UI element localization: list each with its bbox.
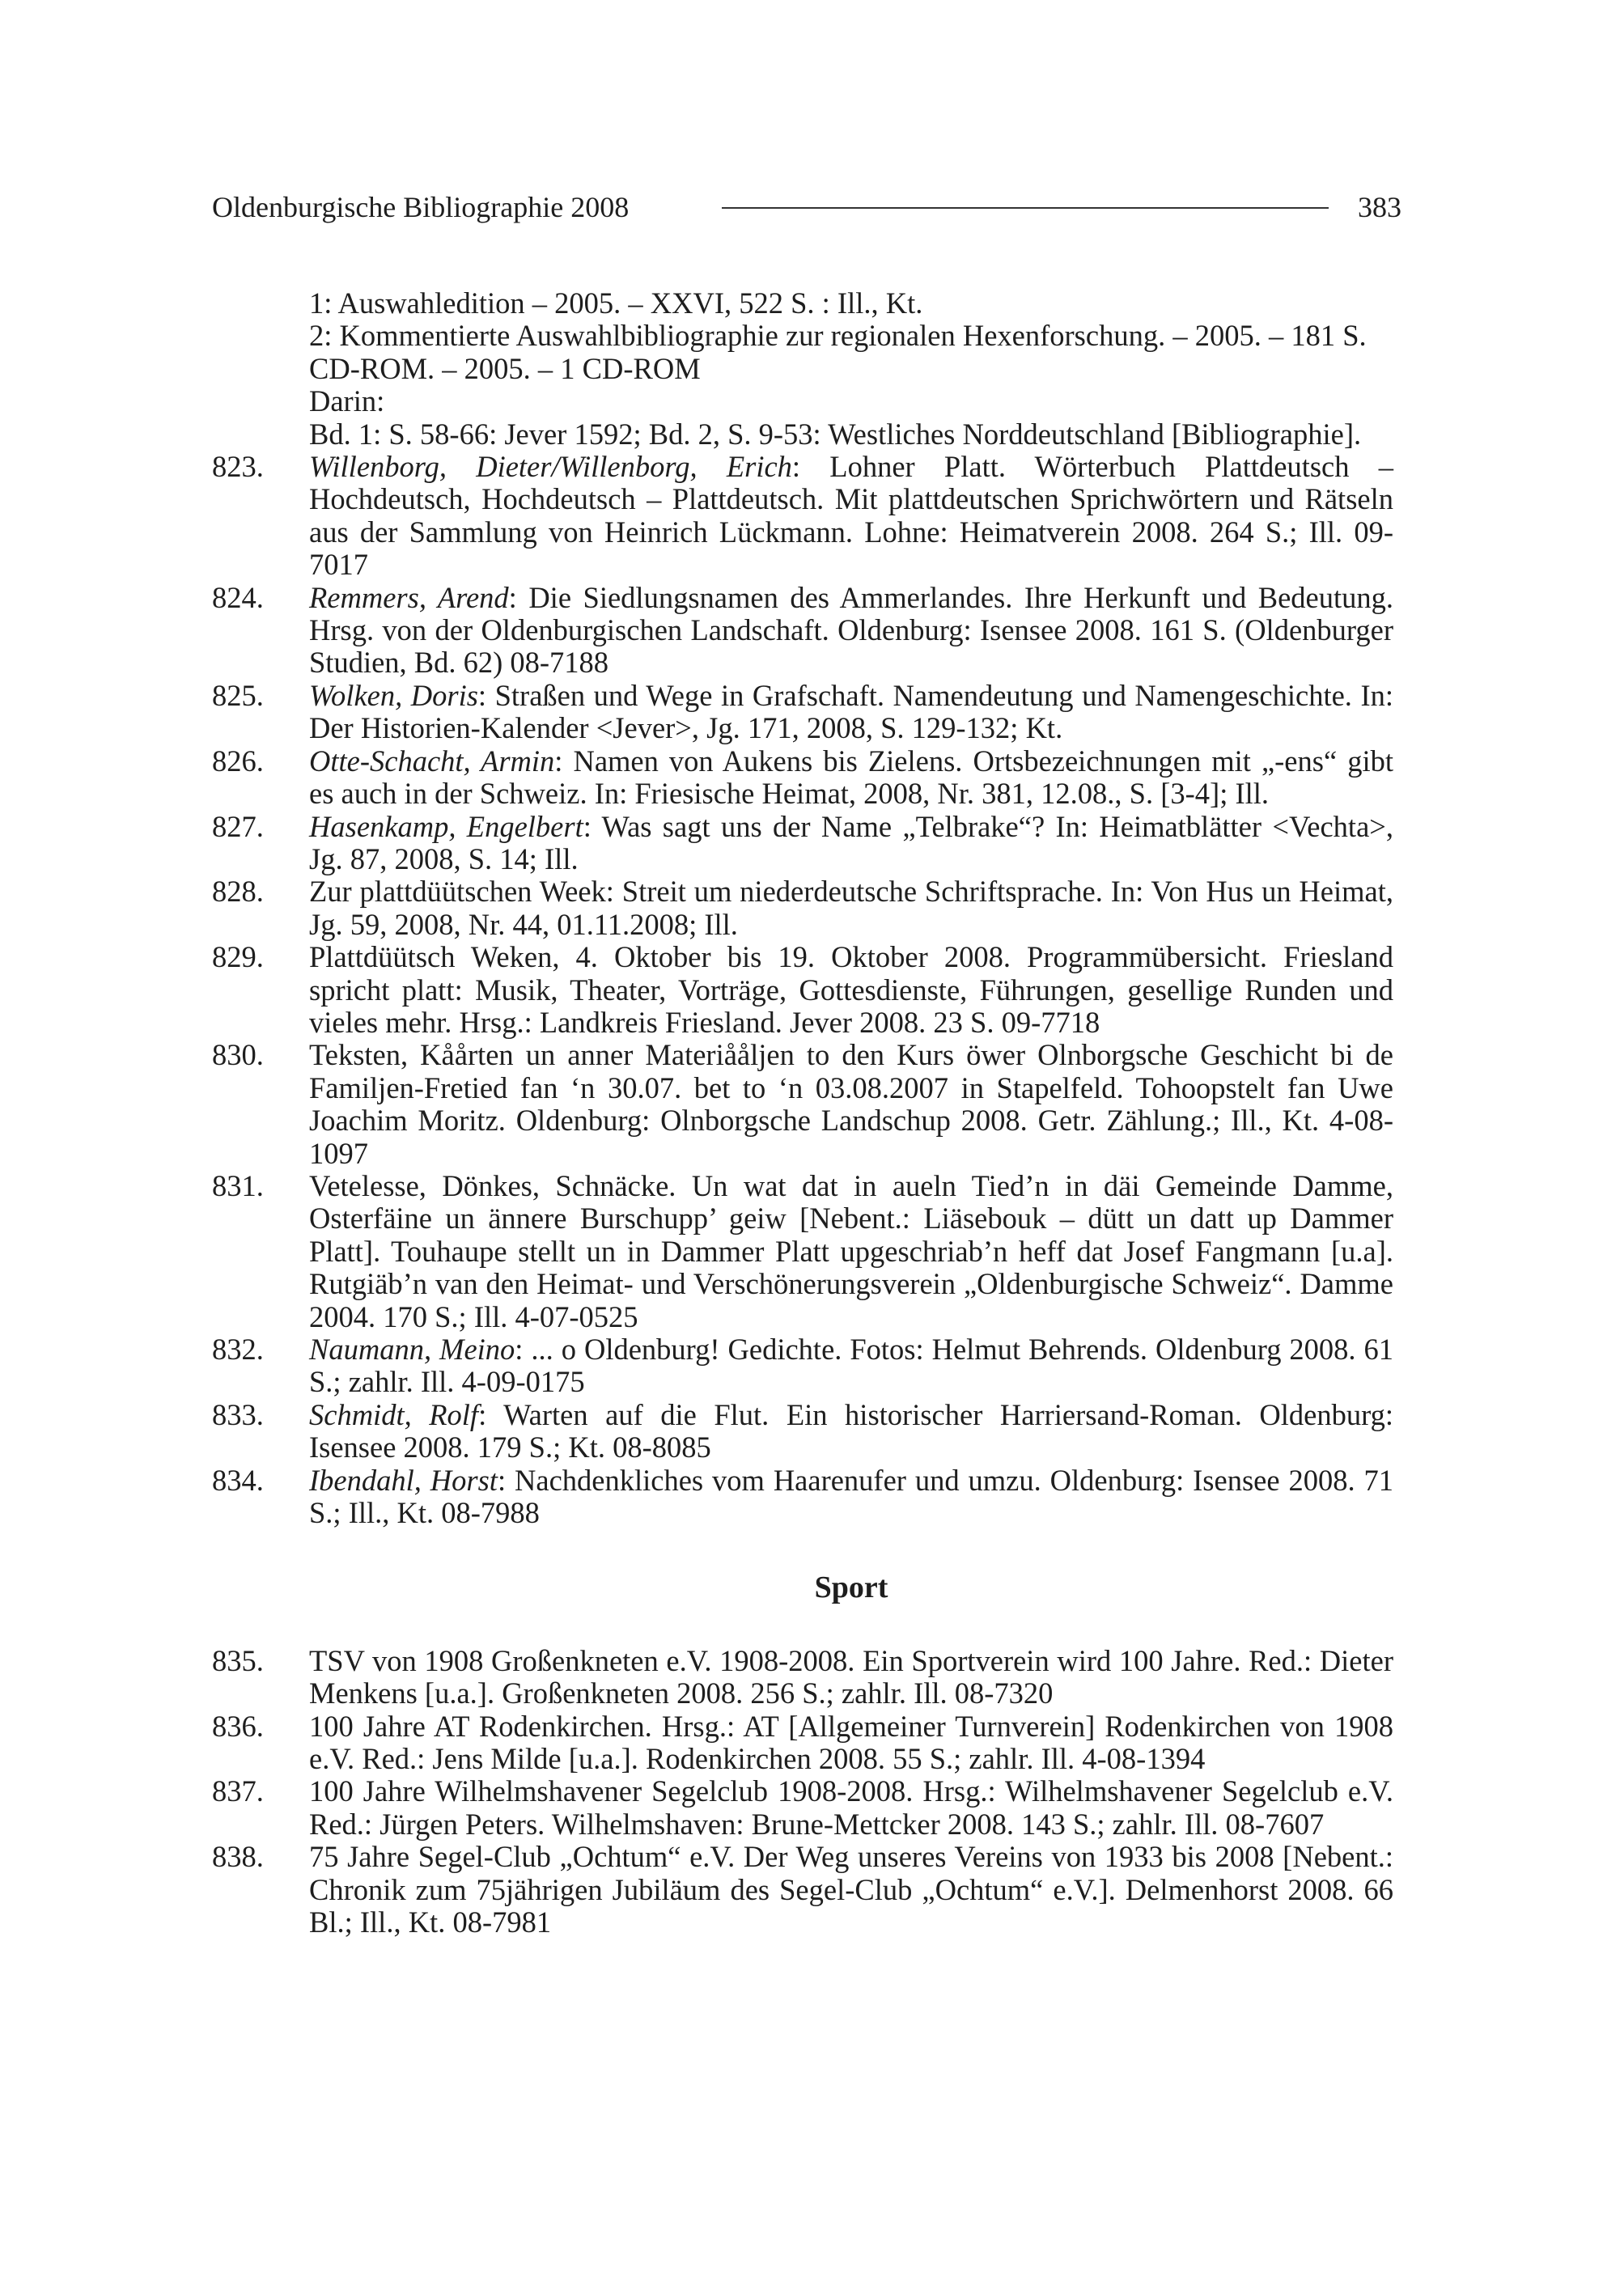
entry-author: Remmers, Arend [309,580,509,614]
entry-author: Wolken, Doris [309,678,478,712]
header-rule [722,207,1329,209]
bibliography-entry [212,582,1393,680]
entry-number: 828. [212,875,264,909]
continuation-line: 2: Kommentierte Auswahlbibliographie zur regionalen Hexenforschung. – 2005. – 181 S. [309,319,1367,353]
entry-number: 824. [212,580,264,614]
entries-list [212,451,1393,1529]
entry-number: 830. [212,1038,264,1072]
bibliography-content [212,287,1393,1939]
entry-number: 833. [212,1397,264,1431]
entry-text: : Lohner Platt. Wörterbuch Plattdeutsch – Hochdeutsch, Hochdeutsch – Plattdeutsch. Mit plattdeutschen Sprichwörtern und Rätseln aus der Sammlung von Heinrich Lückmann. Lohne: Heimatverein 2008. 264 S.; Ill. 09-7017 [309,450,1393,582]
entry-author: Ibendahl, Horst [309,1463,498,1497]
entry-text: Zur plattdüütschen Week: Streit um niederdeutsche Schriftsprache. In: Von Hus un Heimat, Jg. 59, 2008, Nr. 44, 01.11.2008; Ill. [309,875,1393,941]
bibliography-entry [212,1645,1393,1710]
entry-author: Willenborg, Dieter/Willenborg, Erich [309,450,792,484]
bibliography-entry [212,745,1393,811]
bibliography-entry [212,451,1393,582]
entry-number: 826. [212,744,264,778]
entry-number: 832. [212,1333,264,1366]
bibliography-entry [212,941,1393,1039]
header-title: Oldenburgische Bibliographie 2008 [212,191,630,223]
section-heading-sport: Sport [814,1570,888,1605]
entry-author: Schmidt, Rolf [309,1397,479,1431]
bibliography-entry [212,811,1393,876]
entry-text: : Was sagt uns der Name „Telbrake“? In: Heimatblätter <Vechta>, Jg. 87, 2008, S. 14; Ill. [309,809,1393,875]
running-header [212,183,1401,231]
bibliography-entry [212,1710,1393,1776]
bibliography-entry [212,1775,1393,1841]
entry-author: Hasenkamp, Engelbert [309,809,583,843]
page-number: 383 [1358,191,1401,223]
continuation-line: Bd. 1: S. 58-66: Jever 1592; Bd. 2, S. 9-53: Westliches Norddeutschland [Bibliographie]. [309,417,1362,451]
entry-text: : Warten auf die Flut. Ein historischer Harriersand-Roman. Oldenburg: Isensee 2008. 179 S.; Kt. 08-8085 [309,1397,1393,1464]
entry-number: 827. [212,809,264,843]
continuation-line: CD-ROM. – 2005. – 1 CD-ROM [309,351,701,385]
continuation-line: Darin: [309,384,385,418]
entry-text: : Namen von Aukens bis Zielens. Ortsbezeichnungen mit „-ens“ gibt es auch in der Schweiz. In: Friesische Heimat, 2008, Nr. 381, 12.08., S. [3-4]; Ill. [309,744,1393,811]
bibliography-entry [212,1170,1393,1333]
entry-text: : Die Siedlungsnamen des Ammerlandes. Ihre Herkunft und Bedeutung. Hrsg. von der Oldenburgischen Landschaft. Oldenburg: Isensee 2008. 161 S. (Oldenburger Studien, Bd. 62) 08-7188 [309,580,1393,680]
entry-number: 835. [212,1643,264,1677]
entry-number: 823. [212,450,264,484]
entry-number: 825. [212,678,264,712]
entry-author: Otte-Schacht, Armin [309,744,555,778]
bibliography-entry [212,1399,1393,1464]
entry-text: : Straßen und Wege in Grafschaft. Namendeutung und Namengeschichte. In: Der Historien-Kalender <Jever>, Jg. 171, 2008, S. 129-132; Kt. [309,678,1393,745]
continuation-line: 1: Auswahledition – 2005. – XXVI, 522 S. : Ill., Kt. [309,286,923,320]
entry-number: 834. [212,1463,264,1497]
entry-number: 831. [212,1168,264,1202]
entry-text: Plattdüütsch Weken, 4. Oktober bis 19. Oktober 2008. Programmübersicht. Friesland spricht platt: Musik, Theater, Vorträge, Gottesdienste, Führungen, gesellige Runden und vieles mehr. Hrsg.: Landkreis Friesland. Jever 2008. 23 S. 09-7718 [309,940,1393,1039]
bibliography-entry [212,1464,1393,1530]
entry-number: 836. [212,1709,264,1743]
entry-text: 100 Jahre Wilhelmshavener Segelclub 1908-2008. Hrsg.: Wilhelmshavener Segelclub e.V. Red.: Jürgen Peters. Wilhelmshaven: Brune-Mettcker 2008. 143 S.; zahlr. Ill. 08-7607 [309,1774,1393,1841]
entry-text: Vetelesse, Dönkes, Schnäcke. Un wat dat in aueln Tied’n in däi Gemeinde Damme, Osterfäine un ännere Burschupp’ geiw [Nebent.: Liäsebouk – dütt un datt up Dammer Platt]. Touhaupe stellt un in Dammer Platt upgeschriab’n heff dat Josef Fangmann [u.a]. Rutgiäb’n van den Heimat- und Verschönerungsverein „Oldenburgische Schweiz“. Damme 2004. 170 S.; Ill. 4-07-0525 [309,1168,1393,1333]
continuation-block [212,287,1393,451]
bibliography-entry [212,680,1393,745]
entry-text: 100 Jahre AT Rodenkirchen. Hrsg.: AT [Allgemeiner Turnverein] Rodenkirchen von 1908 e.V. Red.: Jens Milde [u.a.]. Rodenkirchen 2008. 55 S.; zahlr. Ill. 4-08-1394 [309,1709,1393,1776]
entry-text: : ... o Oldenburg! Gedichte. Fotos: Helmut Behrends. Oldenburg 2008. 61 S.; zahlr. Ill. 4-09-0175 [309,1333,1393,1399]
sport-entries-list [212,1645,1393,1939]
entry-text: TSV von 1908 Großenkneten e.V. 1908-2008. Ein Sportverein wird 100 Jahre. Red.: Dieter Menkens [u.a.]. Großenkneten 2008. 256 S.; zahlr. Ill. 08-7320 [309,1643,1393,1710]
entry-author: Naumann, Meino [309,1333,515,1366]
bibliography-entry [212,875,1393,941]
entry-number: 829. [212,940,264,974]
bibliography-entry [212,1841,1393,1939]
entry-text: : Nachdenkliches vom Haarenufer und umzu. Oldenburg: Isensee 2008. 71 S.; Ill., Kt. 08-7988 [309,1463,1393,1530]
entry-number: 838. [212,1840,264,1874]
entry-text: 75 Jahre Segel-Club „Ochtum“ e.V. Der Weg unseres Vereins von 1933 bis 2008 [Nebent.: Chronik zum 75jährigen Jubiläum des Segel-Club „Ochtum“ e.V.]. Delmenhorst 2008. 66 Bl.; Ill., Kt. 08-7981 [309,1840,1393,1939]
entry-number: 837. [212,1774,264,1808]
bibliography-entry [212,1039,1393,1170]
entry-text: Teksten, Kåårten un anner Materiååljen to den Kurs öwer Olnborgsche Geschicht bi de Familjen-Fretied fan ‘n 30.07. bet to ‘n 03.08.2007 in Stapelfeld. Tohoopstelt fan Uwe Joachim Moritz. Oldenburg: Olnborgsche Landschup 2008. Getr. Zählung.; Ill., Kt. 4-08-1097 [309,1038,1393,1170]
bibliography-entry [212,1333,1393,1399]
